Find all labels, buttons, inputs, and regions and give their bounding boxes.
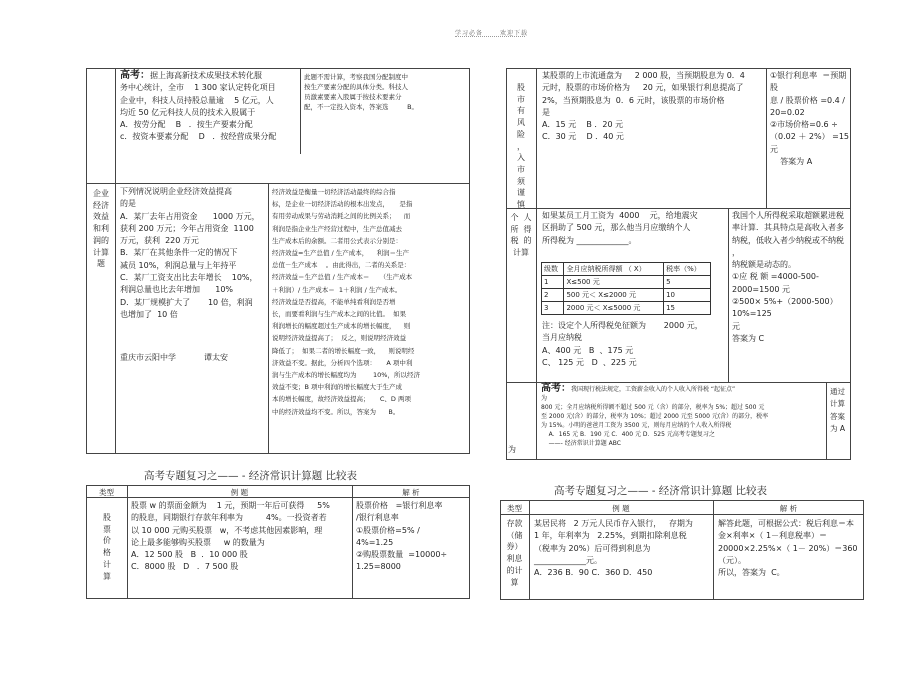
header-note-right: 欢迎下载 bbox=[499, 30, 528, 37]
comparison-title-left: 高考专题复习之—— - 经济常识计算题 比较表 bbox=[144, 470, 358, 482]
header-note bbox=[455, 28, 542, 37]
tax-gaokao-text: 我国现行税法规定，工资薪金收入的个人收入所得税 “起征点” 为 800 元；全月应纳税所得额不超过 500 元（含）的部分，税率为 5%；超过 500 元 至 2000 元(含）的部分，税率为 10%；超过 2000 元至 5000 元(含）的部分，税率 为 15%。小明的爸爸月工资为 3500 元，则每月应纳的个人收入所得税 A．165 元 B．190 元 C．400 元 D．525 元高考专题复习之 ——- 经济常识计算题 ABC bbox=[541, 386, 769, 447]
tech-analysis-text: 此题不需计算，考察我国分配制度中 按生产要素分配的具体分类。科技人 员激素要素入股属于按技术要素分 配，不一定投入资本，答案选 B。 bbox=[304, 73, 419, 111]
tax-analysis-text: 我国个人所得税采取超额累进税 率计算．其具特点是高收入者多 纳税，低收入者少纳税或不纳税 ， 纳税额是动态的。 ①应 税 额 =4000-500- 2000=1500 元 ②500× 5%+（2000-500）10%=125 元 答案为 C bbox=[732, 211, 844, 343]
stock-analysis-text: ①银行利息率 ＝预期股 息 / 股票价格 =0.4 / 20=0.02 ②市场价格=0.6 ÷ （0.02 ＋ 2%） =15 元 答案为 A bbox=[770, 71, 850, 167]
tax-rate: 10 bbox=[664, 289, 711, 302]
tax-question-text: 如果某员工月工资为 4000 元，给地震灾 区捐助了 500 元，那么他当月应缴纳个人 所得税为 _____________。 bbox=[542, 211, 698, 245]
stock-price-category: 股 票 价 格 计 算 bbox=[103, 513, 111, 581]
gaokao-label: 高考： bbox=[120, 70, 150, 81]
deposit-analysis: 解答此题，可根据公式：税后利息＝本 金×利率×（ 1－利息税率）＝ 20000×2.25%×（ 1－ 20%）＝360（元）。 所以，答案为 C。 bbox=[718, 519, 858, 578]
tax-header-level: 级数 bbox=[542, 263, 564, 276]
col-header-analysis: 解 析 bbox=[779, 504, 798, 513]
table-row bbox=[542, 289, 711, 302]
col-header-example: 例 题 bbox=[612, 504, 630, 513]
deposit-question: 某居民将 2 万元人民币存入银行， 存期为 1 年，年利率为 2.25%，到期扣除利息税 （税率为 20%）后可得到利息为 _____________元。 A．236 B．90 C．360 D．450 bbox=[534, 519, 693, 578]
gaokao-question-tech bbox=[120, 70, 298, 144]
benefit-analysis-text: 经济效益是衡量一切经济活动最终的综合指 标，是企业一切经济活动的根本出发点， 是指 有用劳动成果与劳动消耗之间的比例关系； 而 利润是指企业生产经营过程中，生产总值减去 生产成本后的余额。二者用公式表示分别是： 经济效益=生产总值 / 生产成本， 利润＝生产 总值－生产成本 。由此得出，二者的关系是： 经济效益＝生产总值 / 生产成本＝ （生产成本 ＋利润）/ 生产成本＝ 1＋利润 / 生产成本。 经济效益是否提高，不能单纯看利润是否增 长，而要看利润与生产成本之间的比值。 如果 利润增长的幅度超过生产成本的增长幅度， 则 说明经济效益提高了； 反之，则说明经济效益 降低了； 如果二者的增长幅度一致， 则说明经 济效益不变。据此，分析四个选项： A 项中利 润与生产成本的增长幅度均为 10%，所以经济 效益不变；B 项中利润的增长幅度大于生产成 本的增长幅度，故经济效益提高； C、D 两项 中的经济效益均不变。所以，答案为 B。 bbox=[272, 188, 420, 416]
stock-risk-category: 股 市 有 风 险 ， 入 市 须 谨 慎 bbox=[517, 83, 525, 210]
tax-rate: 5 bbox=[664, 276, 711, 289]
gaokao-label: 高考： bbox=[541, 383, 571, 394]
header-note-left: 学习必备 bbox=[455, 30, 484, 37]
table-row bbox=[542, 302, 711, 315]
tax-rate: 15 bbox=[664, 302, 711, 315]
tax-header-range: 全月应纳税所得额 （ X） bbox=[564, 263, 664, 276]
tax-header-rate: 税率（%） bbox=[664, 263, 711, 276]
benefit-author: 重庆市云阳中学 谭太安 bbox=[120, 353, 228, 362]
stock-question-text: 某股票的上市流通盘为 2 000 股，当预期股息为 0．4 元时，股票的市场价格为 20 元，如果银行利息提高了 2%，当预期股息为 0．6 元时，该股票的市场价格 是 A．15 元 B ．20 元 C．30 元 D ．40 元 bbox=[542, 71, 745, 142]
tax-gaokao-analysis: 通过计算 答案为 A bbox=[830, 387, 846, 433]
table-row bbox=[542, 276, 711, 289]
deposit-interest-category: 存款 （储 券） 利息 的计 算 bbox=[506, 519, 523, 587]
tax-gaokao-category: 为 bbox=[508, 445, 516, 454]
tax-table-header bbox=[542, 263, 711, 276]
col-header-example: 例 题 bbox=[230, 488, 249, 497]
tax-range: 500 元＜ X≤2000 元 bbox=[564, 289, 664, 302]
benefit-category: 企业 经济 效益 和利 润的 计算 题 bbox=[93, 189, 109, 269]
tax-question-options: 注：设定个人所得税免征额为 2000 元， 当月应纳税 A、400 元 B 、175 元 C、 125 元 D 、225 元 bbox=[542, 321, 703, 367]
stock-price-question: 股票 w 的票面金额为 1 元，预期一年后可获得 5% 的股息，同期银行存款年利率为 4%。一投资者若 以 10 000 元购买股票 w，不考虑其他因素影响，理 论上最多能够购买股票 w 的数量为 A．12 500 股 B ．10 000 股 C．8000 股 D ．7 500 股 bbox=[131, 501, 330, 572]
benefit-question-text: 下列情况说明企业经济效益提高 的是 A．某厂去年占用资金 1000 万元， 获利 200 万元；今年占用资金 1100 万元，获利 220 万元 B．某厂在其他条件一定的情况下 减员 10%，利润总量与上年持平 C．某厂工资支出比去年增长 10%， 利润总量也比去年增加 10% D．某厂规模扩大了 10 倍，利润 也增加了 10 倍 bbox=[120, 187, 260, 319]
tax-rate-table bbox=[541, 262, 711, 315]
tech-question-text: 据上海高新技术成果技术转化服 务中心统计，全市 1 300 家认定转化项目 企业中，科技人员持股总量逾 5 亿元，人 均近 50 亿元科技人员的技术入股属于 A．按劳分配 B ．按生产要素分配 c．按资本要素分配 D ．按经营成果分配 bbox=[120, 71, 277, 142]
tax-level: 3 bbox=[542, 302, 564, 315]
tax-gaokao-question bbox=[541, 384, 825, 448]
tax-level: 1 bbox=[542, 276, 564, 289]
tax-level: 2 bbox=[542, 289, 564, 302]
comparison-title-right: 高考专题复习之—— - 经济常识计算题 比较表 bbox=[554, 485, 768, 497]
tax-range: X≤500 元 bbox=[564, 276, 664, 289]
col-header-type: 类型 bbox=[99, 488, 114, 497]
col-header-type: 类型 bbox=[507, 504, 522, 513]
stock-price-analysis: 股票价格 =银行利息率 /银行利息率 ①股票价格=5% / 4%=1.25 ②购股票数量 =10000÷ 1.25=8000 bbox=[356, 501, 448, 572]
col-header-analysis: 解 析 bbox=[402, 488, 420, 497]
tax-range: 2000 元＜ X≤5000 元 bbox=[564, 302, 664, 315]
income-tax-category: 个 人 所 得 税 的 计算 bbox=[510, 213, 532, 258]
